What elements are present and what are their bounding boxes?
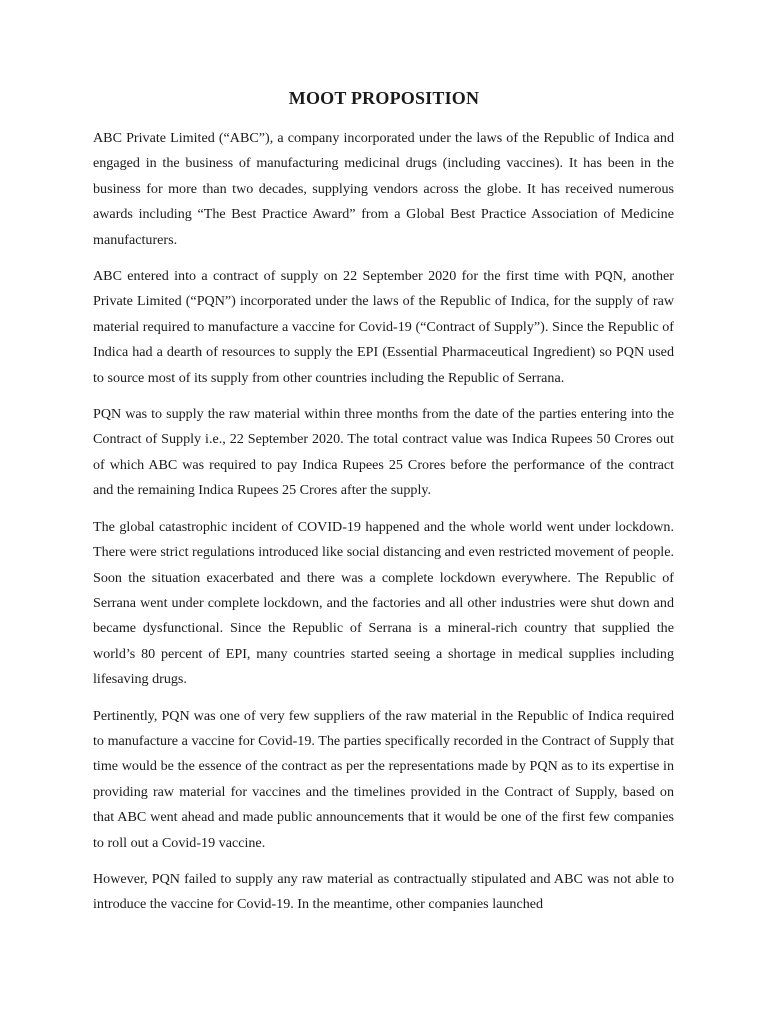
paragraph-1: ABC Private Limited (“ABC”), a company incorporated under the laws of the Republic of Indica and engaged in the business of manufacturing medicinal drugs (including vaccines). It has been in the business for more than two decades, supplying vendors across the globe. It has received numerous awards including “The Best Practice Award” from a Global Best Practice Association of Medicine manufacturers. <box>93 130 674 248</box>
paragraph-6: However, PQN failed to supply any raw material as contractually stipulated and ABC was not able to introduce the vaccine for Covid-19. In the meantime, other companies launched <box>93 870 674 913</box>
paragraph-4: The global catastrophic incident of COVID-19 happened and the whole world went under lockdown. There were strict regulations introduced like social distancing and even restricted movement of people. Soon the situation exacerbated and there was a complete lockdown everywhere. The Republic of Serrana went under complete lockdown, and the factories and all other industries were shut down and became dysfunctional. Since the Republic of Serrana is a mineral-rich country that supplied the world’s 80 percent of EPI, many countries started seeing a shortage in medical supplies including lifesaving drugs. <box>93 518 674 688</box>
paragraph-5: Pertinently, PQN was one of very few suppliers of the raw material in the Republic of Indica required to manufacture a vaccine for Covid-19. The parties specifically recorded in the Contract of Supply that time would be the essence of the contract as per the representations made by PQN as to its expertise in providing raw material for vaccines and the timelines provided in the Contract of Supply, based on that ABC went ahead and made public announcements that it would be one of the first few companies to roll out a Covid-19 vaccine. <box>93 707 674 851</box>
document-body <box>93 126 674 929</box>
page-title: MOOT PROPOSITION <box>288 88 480 108</box>
paragraph-3: PQN was to supply the raw material within three months from the date of the parties entering into the Contract of Supply i.e., 22 September 2020. The total contract value was Indica Rupees 50 Crores out of which ABC was required to pay Indica Rupees 25 Crores before the performance of the contract and the remaining Indica Rupees 25 Crores after the supply. <box>93 406 674 499</box>
paragraph-2: ABC entered into a contract of supply on 22 September 2020 for the first time with PQN, another Private Limited (“PQN”) incorporated under the laws of the Republic of Indica, for the supply of raw material required to manufacture a vaccine for Covid-19 (“Contract of Supply”). Since the Republic of Indica had a dearth of resources to supply the EPI (Essential Pharmaceutical Ingredient) so PQN used to source most of its supply from other countries including the Republic of Serrana. <box>93 268 674 386</box>
